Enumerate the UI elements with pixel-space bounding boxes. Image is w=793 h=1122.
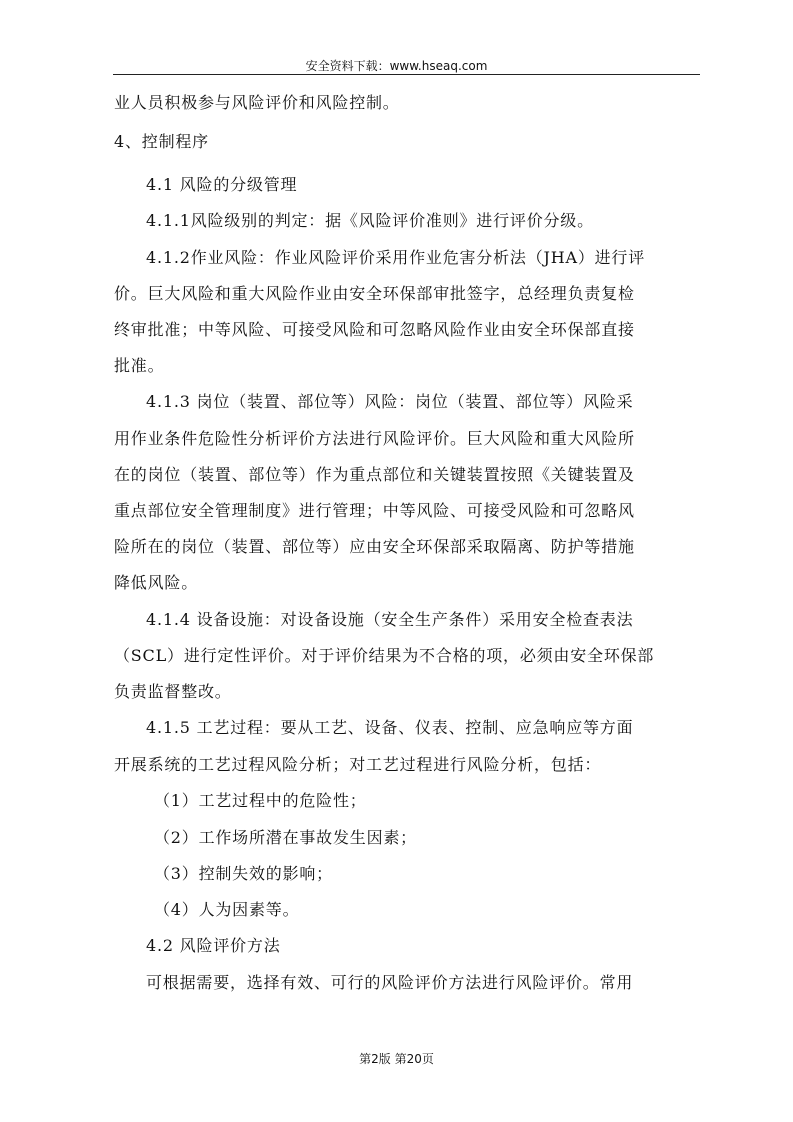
section-heading: 4、控制程序	[114, 132, 209, 151]
paragraph-line: 开展系统的工艺过程风险分析；对工艺过程进行风险分析，包括：	[114, 755, 602, 774]
paragraph-line: 业人员积极参与风险评价和风险控制。	[114, 93, 400, 112]
page-header: 安全资料下载：www.hseaq.com	[305, 59, 488, 73]
paragraph-line: 终审批准；中等风险、可接受风险和可忽略风险作业由安全环保部直接	[114, 320, 635, 339]
paragraph-line: 4.1.5 工艺过程：要从工艺、设备、仪表、控制、应急响应等方面	[146, 718, 634, 737]
paragraph-line: 重点部位安全管理制度》进行管理；中等风险、可接受风险和可忽略风	[114, 501, 635, 520]
paragraph-line: 批准。	[114, 356, 165, 375]
paragraph-line: 险所在的岗位（装置、部位等）应由安全环保部采取隔离、防护等措施	[114, 537, 635, 556]
list-item: （1）工艺过程中的危险性；	[154, 791, 367, 810]
paragraph-line: 4.1.3 岗位（装置、部位等）风险：岗位（装置、部位等）风险采	[146, 392, 634, 411]
paragraph-line: 4.1.4 设备设施：对设备设施（安全生产条件）采用安全检查表法	[146, 610, 634, 629]
paragraph-line: （SCL）进行定性评价。对于评价结果为不合格的项，必须由安全环保部	[114, 646, 655, 665]
page-footer: 第2版 第20页	[359, 1052, 434, 1066]
list-item: （3）控制失效的影响；	[154, 864, 333, 883]
header-divider	[113, 74, 700, 75]
paragraph-line: 用作业条件危险性分析评价方法进行风险评价。巨大风险和重大风险所	[114, 429, 635, 448]
paragraph-line: 价。巨大风险和重大风险作业由安全环保部审批签字，总经理负责复检	[114, 284, 635, 303]
subsection-heading: 4.2 风险评价方法	[146, 936, 281, 955]
paragraph-line: 在的岗位（装置、部位等）作为重点部位和关键装置按照《关键装置及	[114, 465, 635, 484]
subsection-heading: 4.1 风险的分级管理	[146, 175, 298, 194]
paragraph-line: 降低风险。	[114, 573, 199, 592]
list-item: （4）人为因素等。	[154, 900, 300, 919]
list-item: （2）工作场所潜在事故发生因素；	[154, 828, 417, 847]
paragraph-line: 4.1.2作业风险：作业风险评价采用作业危害分析法（JHA）进行评	[146, 248, 646, 267]
paragraph-line: 可根据需要，选择有效、可行的风险评价方法进行风险评价。常用	[146, 973, 634, 992]
paragraph-line: 4.1.1风险级别的判定：据《风险评价准则》进行评价分级。	[146, 211, 594, 230]
paragraph-line: 负责监督整改。	[114, 682, 232, 701]
